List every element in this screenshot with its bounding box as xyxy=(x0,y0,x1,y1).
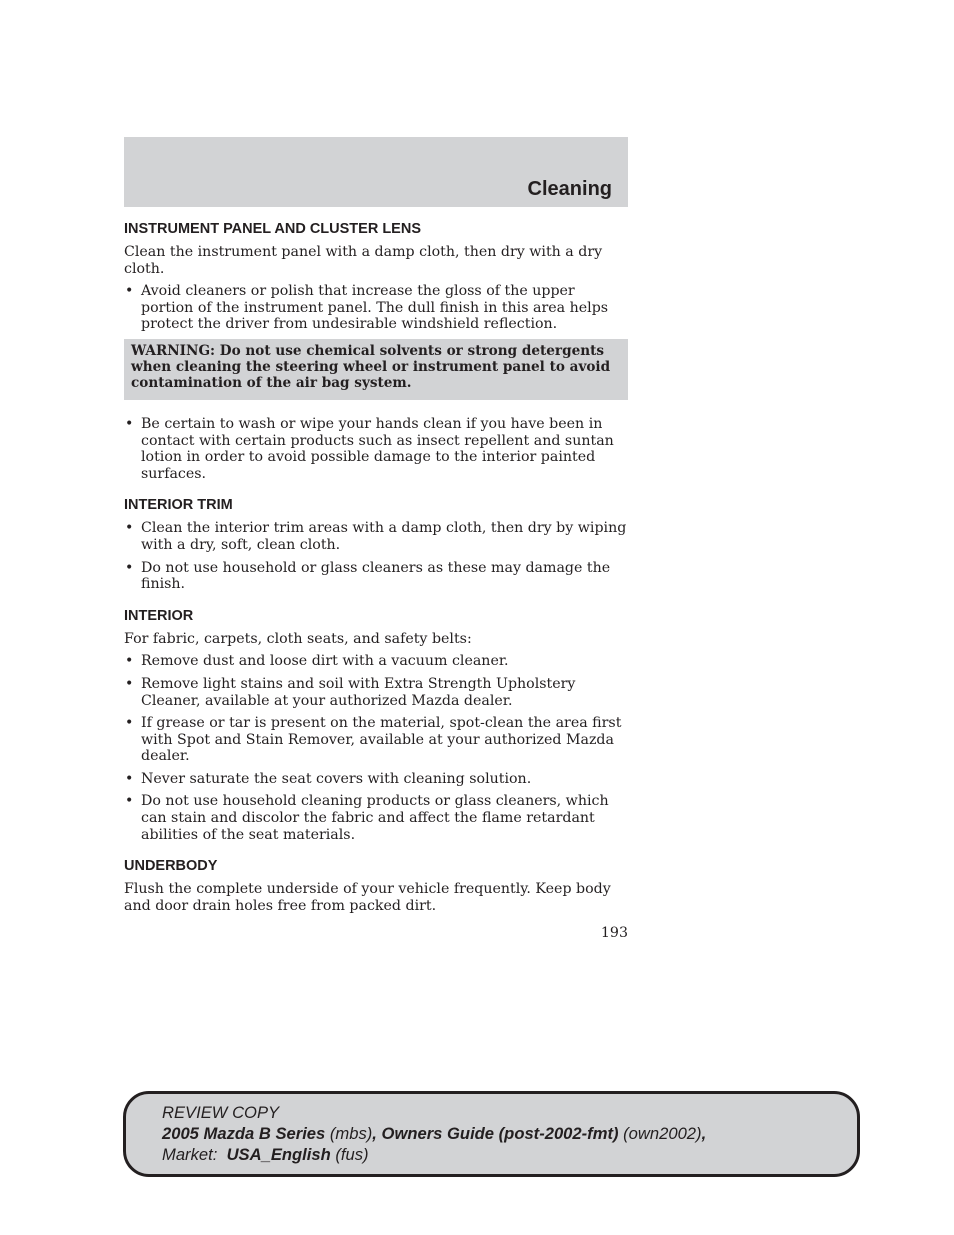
market-name: USA_English xyxy=(226,1145,331,1164)
list-item: • If grease or tar is present on the material, spot-clean the area first with Spot and Stain Remover, available at your authorized Mazda dealer. xyxy=(125,715,622,765)
market-label: Market: xyxy=(162,1145,218,1164)
list-item: • Remove dust and loose dirt with a vacuum cleaner. xyxy=(125,653,509,670)
underbody-text: Flush the complete underside of your vehicle frequently. Keep body and door drain holes free from packed dirt. xyxy=(124,881,611,914)
list-item: • Avoid cleaners or polish that increase the gloss of the upper portion of the instrument panel. The dull finish in this area helps protect the driver from undesirable windshield reflection. xyxy=(125,283,609,333)
bullet-icon: • xyxy=(125,715,134,732)
footer-line-3 xyxy=(162,1144,706,1165)
instrument-panel-bullets xyxy=(124,283,628,333)
model-name: 2005 Mazda B Series xyxy=(162,1124,326,1143)
list-item: • Never saturate the seat covers with cleaning solution. xyxy=(125,770,532,787)
guide-name: Owners Guide (post-2002-fmt) xyxy=(381,1124,619,1143)
review-footer xyxy=(123,1091,860,1177)
page-content xyxy=(124,220,628,920)
instrument-panel-bullets-2 xyxy=(124,416,628,482)
list-item: • Remove light stains and soil with Extra Strength Upholstery Cleaner, available at your authorized Mazda dealer. xyxy=(125,675,576,709)
footer-text xyxy=(162,1102,706,1165)
bullet-icon: • xyxy=(125,283,134,300)
bullet-icon: • xyxy=(125,520,134,537)
bullet-icon: • xyxy=(125,770,134,787)
bullet-icon: • xyxy=(125,415,134,432)
bullet-icon: • xyxy=(125,675,134,692)
market-code: (fus) xyxy=(335,1145,369,1164)
list-item: • Be certain to wash or wipe your hands clean if you have been in contact with certain products such as insect repellent and suntan lotion in order to avoid possible damage to the interior painted surfaces. xyxy=(125,415,614,482)
page-number: 193 xyxy=(600,925,628,941)
review-copy-label: REVIEW COPY xyxy=(162,1103,280,1122)
model-code: (mbs) xyxy=(329,1124,373,1143)
heading-interior: INTERIOR xyxy=(124,607,194,624)
warning-box: WARNING: Do not use chemical solvents or strong detergents when cleaning the steering wheel or instrument panel to avoid contamination of the air bag system. xyxy=(124,339,628,400)
list-item: • Do not use household cleaning products or glass cleaners, which can stain and discolor the fabric and affect the flame retardant abilities of the seat materials. xyxy=(125,793,609,843)
heading-instrument-panel: INSTRUMENT PANEL AND CLUSTER LENS xyxy=(124,221,421,237)
section-title: Cleaning xyxy=(527,178,612,200)
interior-trim-bullets xyxy=(124,520,628,592)
guide-code: (own2002) xyxy=(623,1124,702,1143)
section-header-bar xyxy=(124,137,628,207)
bullet-icon: • xyxy=(125,559,134,576)
bullet-icon: • xyxy=(125,653,134,670)
list-item: • Clean the interior trim areas with a damp cloth, then dry by wiping with a dry, soft, clean cloth. xyxy=(125,520,627,553)
interior-intro: For fabric, carpets, cloth seats, and safety belts: xyxy=(124,630,472,647)
heading-underbody: UNDERBODY xyxy=(124,858,218,875)
heading-interior-trim: INTERIOR TRIM xyxy=(124,497,233,514)
footer-line-2: 2005 Mazda B Series (mbs), Owners Guide (post-2002-fmt) (own2002), xyxy=(162,1124,707,1143)
instrument-panel-intro: Clean the instrument panel with a damp cloth, then dry with a dry cloth. xyxy=(124,244,603,277)
list-item: • Do not use household or glass cleaners as these may damage the finish. xyxy=(125,559,611,593)
interior-bullets xyxy=(124,653,628,843)
bullet-icon: • xyxy=(125,793,134,810)
